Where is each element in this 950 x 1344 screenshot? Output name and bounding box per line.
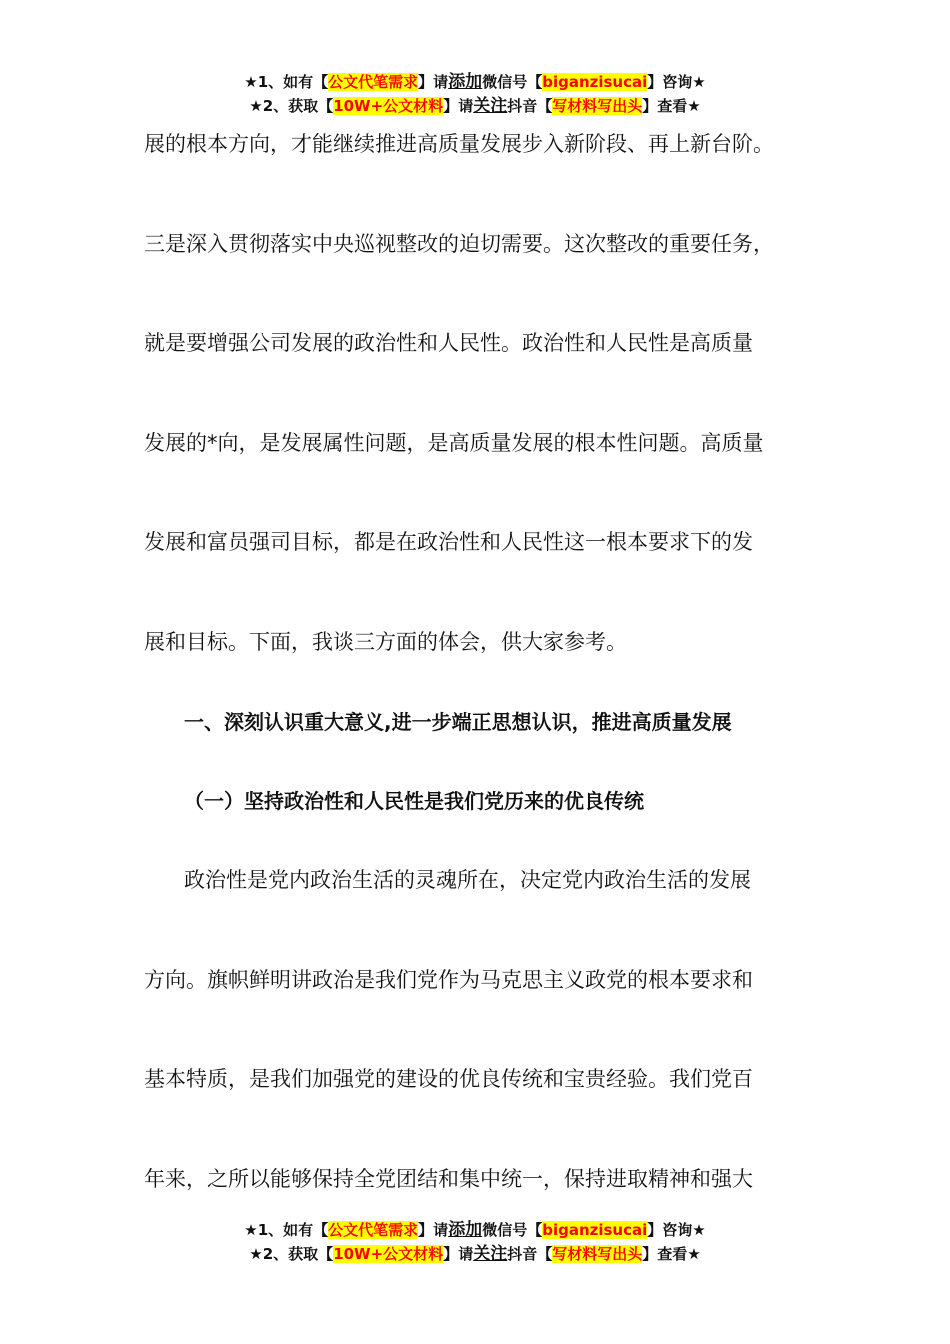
highlight-douyin: 写材料写出头 bbox=[552, 97, 643, 115]
section-heading: 一、深刻认识重大意义,进一步端正思想认识，推进高质量发展 bbox=[184, 710, 732, 734]
header-banner bbox=[0, 70, 950, 118]
emphasis-add: 添加 bbox=[448, 1220, 483, 1240]
footer-banner bbox=[0, 1218, 950, 1266]
body-line: 展和目标。下面，我谈三方面的体会，供大家参考。 bbox=[144, 630, 627, 654]
banner-line-2: ★2、获取【10W+公文材料】请关注抖音【写材料写出头】查看★ bbox=[249, 96, 701, 116]
highlight-materials: 10W+公文材料 bbox=[333, 97, 444, 115]
body-line: 发展的*向，是发展属性问题，是高质量发展的根本性问题。高质量 bbox=[144, 431, 764, 455]
highlight-douyin: 写材料写出头 bbox=[552, 1245, 643, 1263]
highlight-service: 公文代笔需求 bbox=[328, 73, 419, 91]
highlight-materials: 10W+公文材料 bbox=[333, 1245, 444, 1263]
banner-line-1: ★1、如有【公文代笔需求】请添加微信号【biganzisucai】咨询★ bbox=[244, 72, 706, 92]
body-line: 三是深入贯彻落实中央巡视整改的迫切需要。这次整改的重要任务， bbox=[144, 232, 774, 256]
highlight-service: 公文代笔需求 bbox=[328, 1221, 419, 1239]
body-line: 基本特质，是我们加强党的建设的优良传统和宝贵经验。我们党百 bbox=[144, 1067, 753, 1091]
emphasis-follow: 关注 bbox=[473, 1244, 508, 1264]
highlight-wechat-id: biganzisucai bbox=[542, 1221, 648, 1239]
emphasis-follow: 关注 bbox=[473, 96, 508, 116]
highlight-wechat-id: biganzisucai bbox=[542, 73, 648, 91]
body-line: 展的根本方向，才能继续推进高质量发展步入新阶段、再上新台阶。 bbox=[144, 132, 774, 156]
banner-line-2: ★2、获取【10W+公文材料】请关注抖音【写材料写出头】查看★ bbox=[249, 1244, 701, 1264]
emphasis-add: 添加 bbox=[448, 72, 483, 92]
body-line: 年来，之所以能够保持全党团结和集中统一，保持进取精神和强大 bbox=[144, 1167, 753, 1191]
body-line: 就是要增强公司发展的政治性和人民性。政治性和人民性是高质量 bbox=[144, 331, 753, 355]
body-line: 政治性是党内政治生活的灵魂所在，决定党内政治生活的发展 bbox=[184, 868, 751, 892]
banner-line-1: ★1、如有【公文代笔需求】请添加微信号【biganzisucai】咨询★ bbox=[244, 1220, 706, 1240]
body-line: 方向。旗帜鲜明讲政治是我们党作为马克思主义政党的根本要求和 bbox=[144, 968, 753, 992]
subsection-heading: （一）坚持政治性和人民性是我们党历来的优良传统 bbox=[184, 789, 644, 813]
body-line: 发展和富员强司目标，都是在政治性和人民性这一根本要求下的发 bbox=[144, 530, 753, 554]
